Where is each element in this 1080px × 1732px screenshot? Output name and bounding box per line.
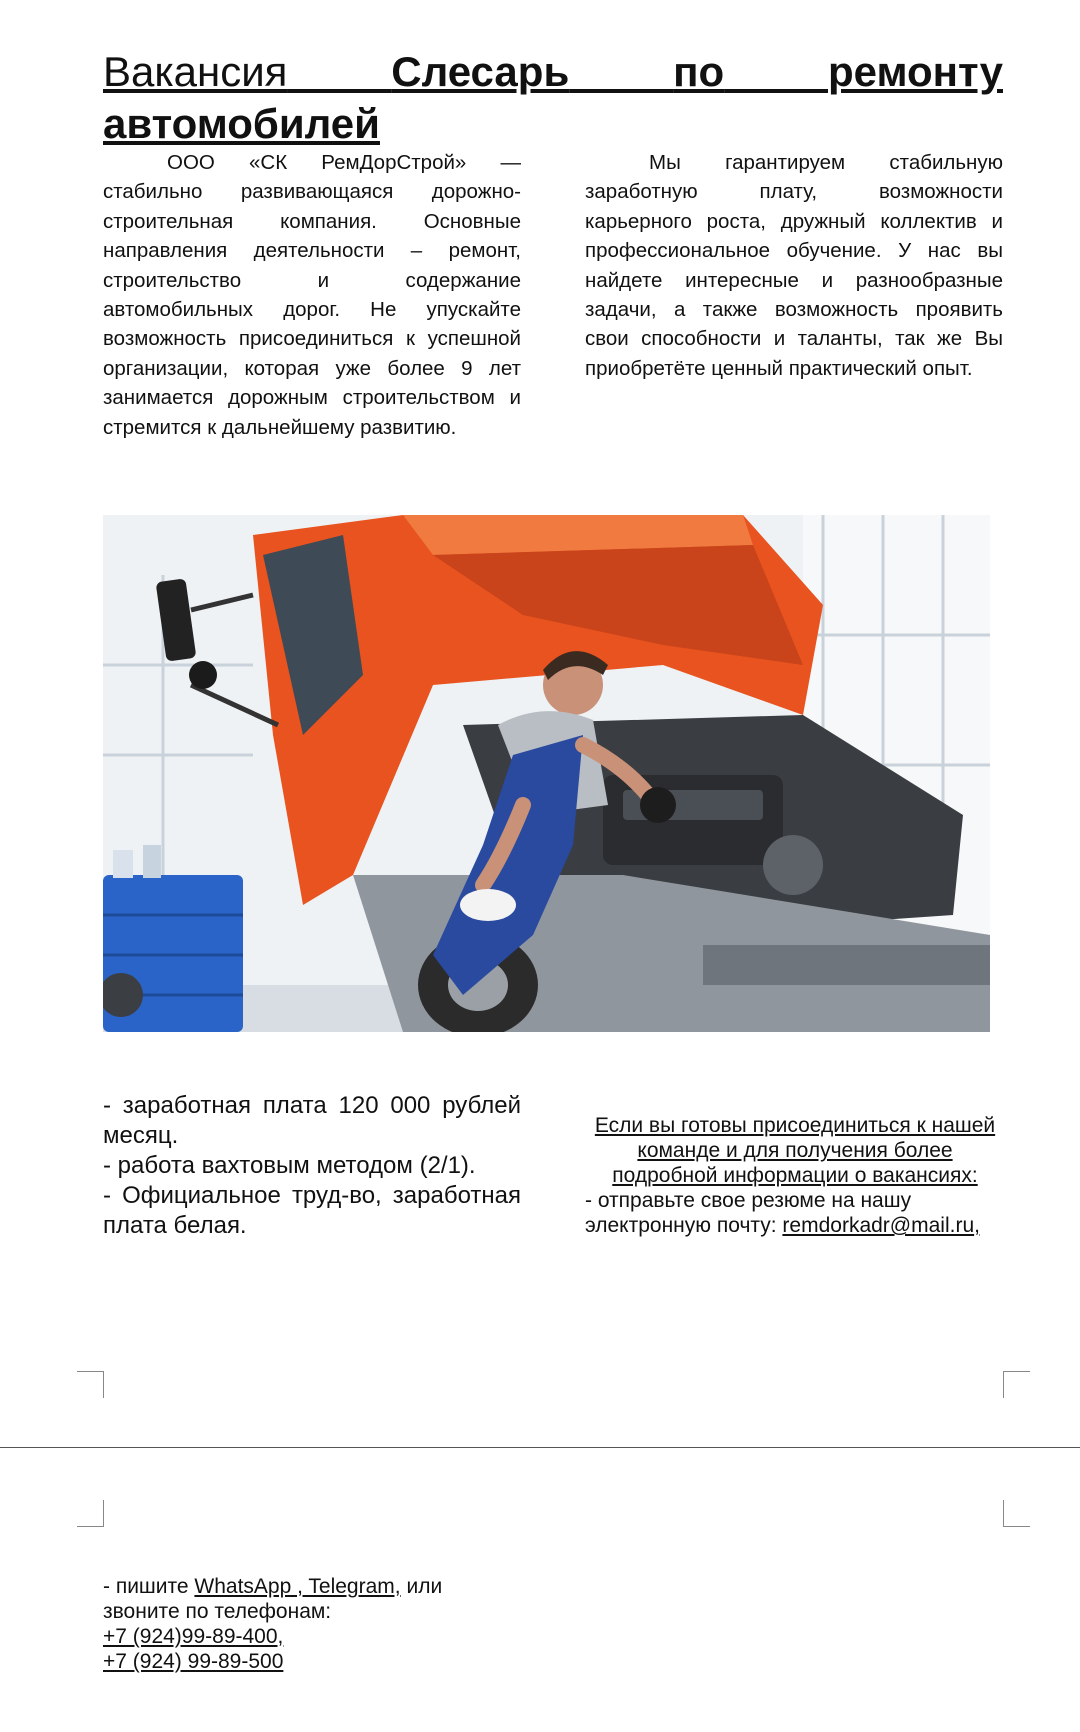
call-text: звоните по телефонам: — [103, 1600, 332, 1623]
contact-call-to-action: Если вы готовы присоединиться к нашей команде и для получения более подробной информации о вакансиях: — [594, 1114, 996, 1187]
title-word-slesar: Слесарь — [391, 48, 570, 95]
write-suffix: или — [400, 1575, 443, 1598]
vacancy-title-line2: автомобилей — [103, 100, 380, 147]
mechanic-truck-photo — [103, 515, 990, 1032]
write-prefix: - пишите — [103, 1575, 195, 1598]
job-conditions-list — [103, 1091, 521, 1241]
page-corner-mark — [1003, 1500, 1030, 1527]
condition-salary: - заработная плата 120 000 рублей месяц. — [103, 1092, 521, 1149]
messenger-line — [103, 1574, 603, 1599]
page-corner-mark — [77, 1500, 104, 1527]
vacancy-title — [103, 46, 1003, 98]
email-link[interactable]: remdorkadr@mail.ru — [782, 1214, 975, 1237]
guarantee-paragraph: Мы гарантируем стабильную заработную плату, возможности карьерного роста, дружный коллектив и профессиональное обучение. У нас вы найдете интересные и разнообразные задачи, а также возможность проявить свои способности и таланты, так же Вы приобретёте ценный практический опыт. — [585, 151, 1003, 380]
phone-link-2[interactable]: +7 (924) 99-89-500 — [103, 1650, 284, 1673]
page-corner-mark — [77, 1371, 104, 1398]
title-prefix: Вакансия — [103, 48, 288, 95]
resume-instruction — [585, 1188, 1005, 1238]
condition-shift-work: - работа вахтовым методом (2/1). — [103, 1152, 476, 1179]
title-word-po: по — [673, 48, 725, 95]
contact-block — [585, 1113, 1005, 1238]
resume-text: - отправьте свое резюме на нашу электронную почту: — [585, 1189, 912, 1237]
company-paragraph: ООО «СК РемДорСтрой» — стабильно развивающаяся дорожно-строительная компания. Основные направления деятельности – ремонт, строительство и содержание автомобильных дорог. Не упускайте возможность присоединиться к успешной организации, которая уже более 9 лет занимается дорожным строительством и стремится к дальнейшему развитию. — [103, 151, 521, 439]
phone-link-1[interactable]: +7 (924)99-89-400, — [103, 1625, 284, 1648]
email-suffix: , — [974, 1214, 980, 1237]
footer-contacts — [103, 1574, 603, 1674]
company-description-column — [103, 148, 521, 442]
guarantee-column — [585, 148, 1003, 383]
title-word-remontu: ремонту — [828, 48, 1003, 95]
condition-official-employment: - Официальное труд-во, заработная плата белая. — [103, 1182, 521, 1239]
messenger-links[interactable]: WhatsApp , Telegram, — [194, 1575, 401, 1598]
page-break-line — [0, 1447, 1080, 1448]
page-corner-mark — [1003, 1371, 1030, 1398]
